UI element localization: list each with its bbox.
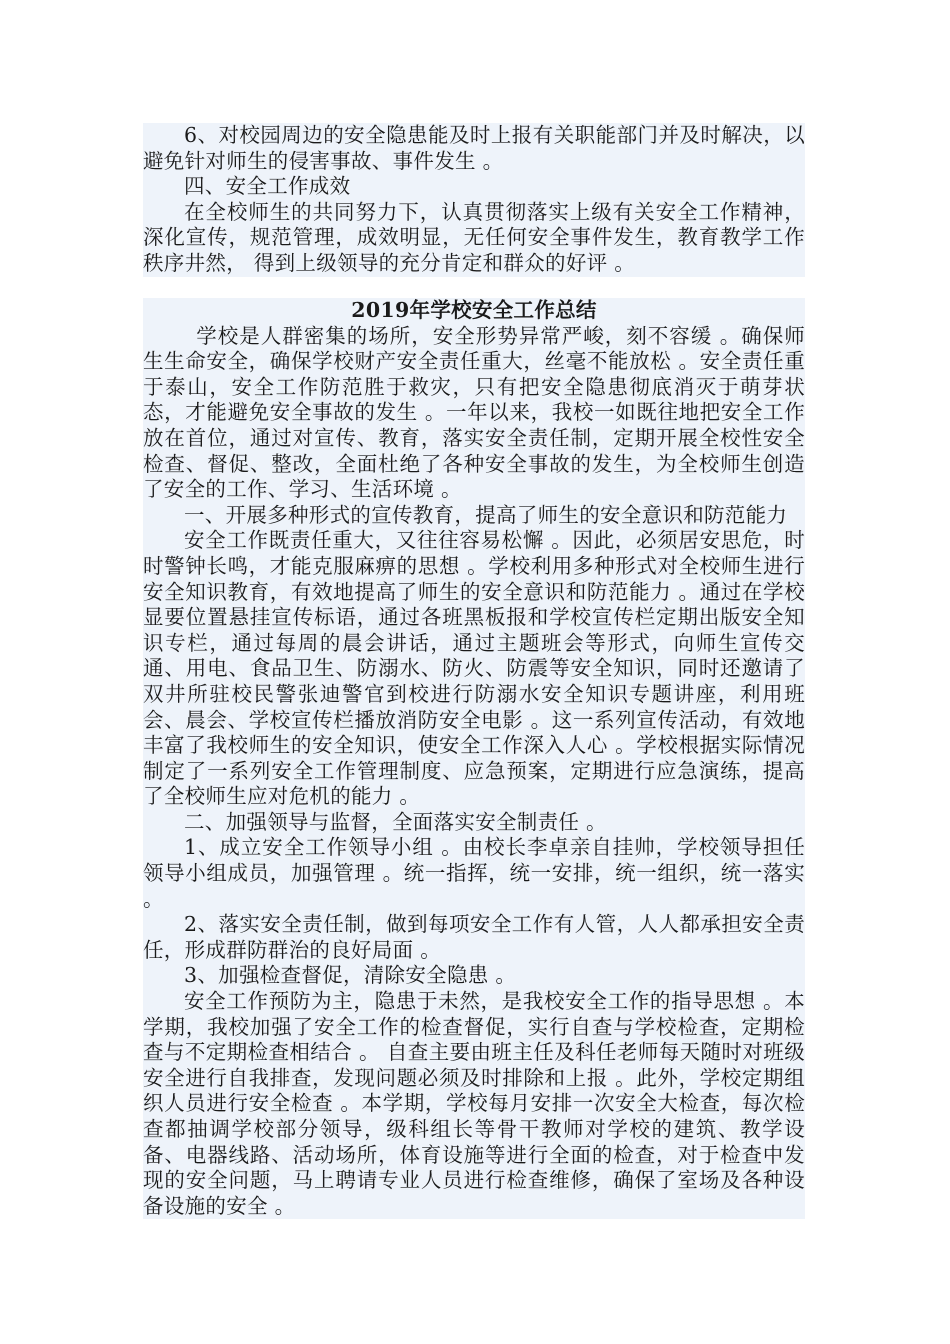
article-title: 2019年学校安全工作总结 <box>351 298 597 322</box>
article-body <box>143 298 805 1219</box>
paragraph: 学校是人群密集的场所，安全形势异常严峻，刻不容缓 。确保师生生命安全，确保学校财产安全责任重大，丝毫不能放松 。安全责任重于泰山，安全工作防范胜于救灾，只有把安全隐患彻底消灭于萌芽状态，才能避免安全事故的发生 。一年以来，我校一如既往地把安全工作放在首位，通过对宣传、教育，落实安全责任制，定期开展全校性安全检查、督促、整改，全面杜绝了各种安全事故的发生，为全校师生创造了安全的工作、学习、生活环境 。 <box>143 323 805 502</box>
section-heading: 二、加强领导与监督，全面落实安全制责任 。 <box>184 809 607 834</box>
paragraph: 安全工作既责任重大，又往往容易松懈 。因此，必须居安思危，时时警钟长鸣，才能克服麻痹的思想 。学校利用多种形式对全校师生进行安全知识教育，有效地提高了师生的安全意识和防范能力 。通过在学校显要位置悬挂宣传标语，通过各班黑板报和学校宣传栏定期出版安全知识专栏，通过每周的晨会讲话，通过主题班会等形式，向师生宣传交通、用电、食品卫生、防溺水、防火、防震等安全知识，同时还邀请了双井所驻校民警张迪警官到校进行防溺水安全知识专题讲座，利用班会、晨会、学校宣传栏播放消防安全电影 。这一系列宣传活动，有效地丰富了我校师生的安全知识，使安全工作深入人心 。学校根据实际情况制定了一系列安全工作管理制度、应急预案，定期进行应急演练，提高了全校师生应对危机的能力 。 <box>143 528 805 809</box>
previous-section-text <box>143 123 805 277</box>
paragraph: 安全工作预防为主，隐患于未然，是我校安全工作的指导思想 。本学期，我校加强了安全工作的检查督促，实行自查与学校检查，定期检查与不定期检查相结合 。 自查主要由班主任及科任老师每天随时对班级安全进行自我排查，发现问题必须及时排除和上报 。此外，学校定期组织人员进行安全检查 。本学期，学校每月安排一次安全大检查，每次检查都抽调学校部分领导，级科组长等骨干教师对学校的建筑、教学设备、电器线路、活动场所，体育设施等进行全面的检查，对于检查中发现的安全问题，马上聘请专业人员进行检查维修，确保了室场及各种设备设施的安全 。 <box>143 989 805 1218</box>
paragraph: 3、加强检查督促，清除安全隐患 。 <box>184 963 517 988</box>
paragraph: 1、成立安全工作领导小组 。由校长李卓亲自挂帅，学校领导担任领导小组成员，加强管理 。统一指挥，统一安排，统一组织，统一落实 。 <box>143 835 805 911</box>
paragraph: 6、对校园周边的安全隐患能及时上报有关职能部门并及时解决，以避免针对师生的侵害事故、事件发生 。 <box>143 123 805 173</box>
paragraph: 2、落实安全责任制，做到每项安全工作有人管，人人都承担安全责任，形成群防群治的良好局面 。 <box>143 912 805 962</box>
section-heading: 一、开展多种形式的宣传教育，提高了师生的安全意识和防范能力 <box>184 502 788 527</box>
paragraph: 在全校师生的共同努力下，认真贯彻落实上级有关安全工作精神，深化宣传，规范管理，成效明显，无任何安全事件发生，教育教学工作秩序井然， 得到上级领导的充分肯定和群众的好评 。 <box>143 199 805 275</box>
section-heading: 四、安全工作成效 <box>184 174 351 199</box>
